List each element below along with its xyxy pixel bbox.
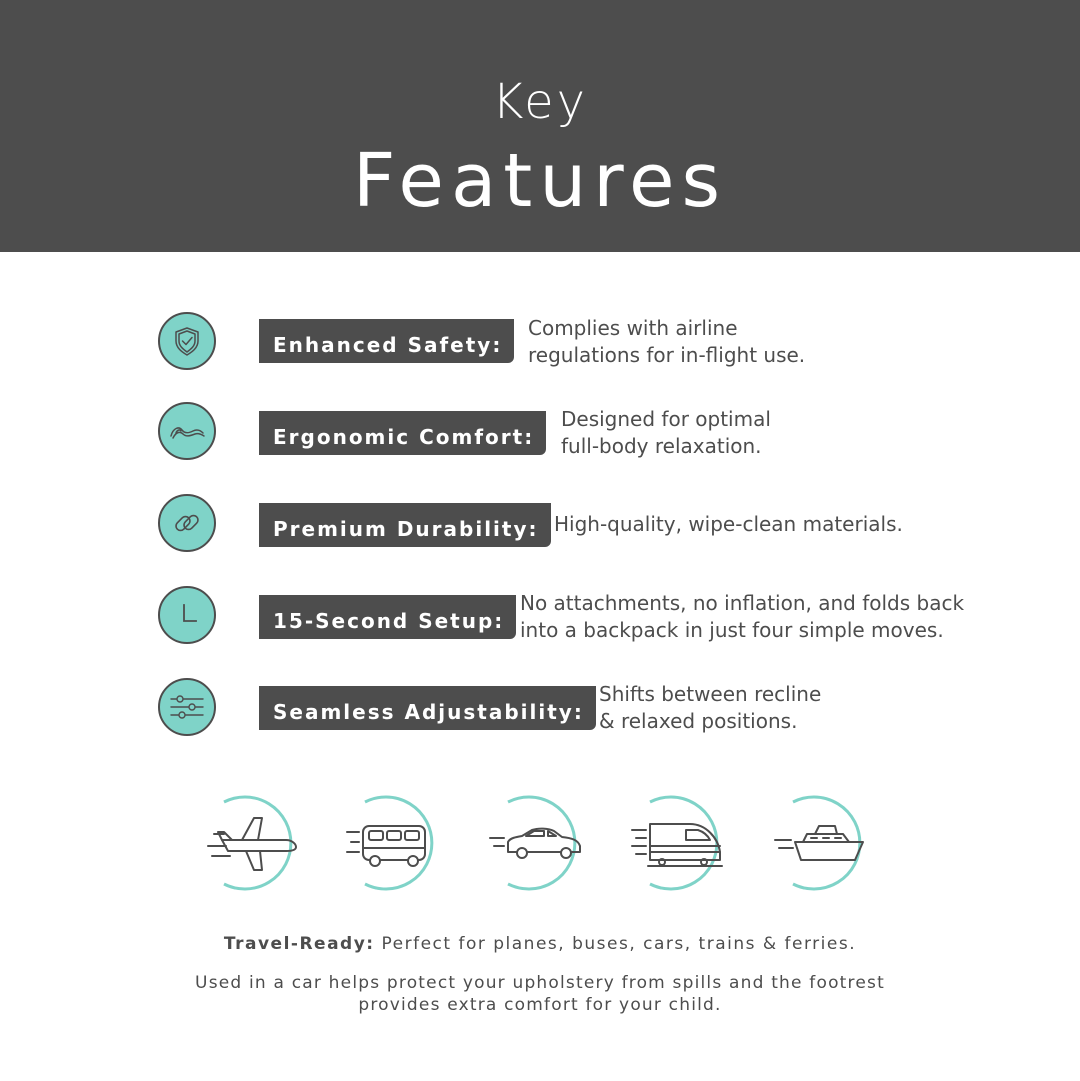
header-banner (0, 0, 1080, 252)
bus-icon (343, 790, 449, 896)
feature-label: 15-Second Setup: (259, 595, 516, 639)
feature-enhanced-safety (0, 310, 1080, 380)
feature-desc: Shifts between recline & relaxed positions. (599, 682, 822, 733)
feature-label: Seamless Adjustability: (259, 686, 596, 730)
travel-modes (0, 790, 1080, 900)
car-use-note (0, 972, 1080, 1016)
feature-label: Premium Durability: (259, 503, 551, 547)
title-features: Features (352, 138, 728, 224)
train-icon (628, 790, 734, 896)
shield-check-icon (158, 312, 216, 370)
feature-desc: High-quality, wipe-clean materials. (554, 512, 903, 536)
feature-desc: Complies with airline regulations for in-flight use. (528, 316, 806, 367)
feature-ergonomic-comfort (0, 402, 1080, 472)
feature-15-second-setup (0, 586, 1080, 656)
travel-ready-line (0, 934, 1080, 954)
note-line-1: Used in a car helps protect your upholstery from spills and the footrest (195, 973, 885, 993)
clock-icon (158, 586, 216, 644)
travel-ready-label: Travel-Ready: (223, 934, 375, 954)
feature-label: Ergonomic Comfort: (259, 411, 546, 455)
feature-desc: Designed for optimal full-body relaxation. (561, 407, 771, 458)
note-line-2: provides extra comfort for your child. (358, 995, 722, 1015)
travel-ready-text: Perfect for planes, buses, cars, trains & ferries. (374, 934, 857, 954)
airplane-icon (202, 790, 308, 896)
wave-cushion-icon (158, 402, 216, 460)
sliders-icon (158, 678, 216, 736)
car-icon (486, 790, 592, 896)
feature-seamless-adjustability (0, 678, 1080, 748)
feature-premium-durability (0, 493, 1080, 563)
feature-label: Enhanced Safety: (259, 319, 514, 363)
feature-desc: No attachments, no inflation, and folds back into a backpack in just four simple moves. (520, 591, 965, 642)
chain-link-icon (158, 494, 216, 552)
title-key: Key (491, 74, 589, 130)
ferry-icon (771, 790, 877, 896)
